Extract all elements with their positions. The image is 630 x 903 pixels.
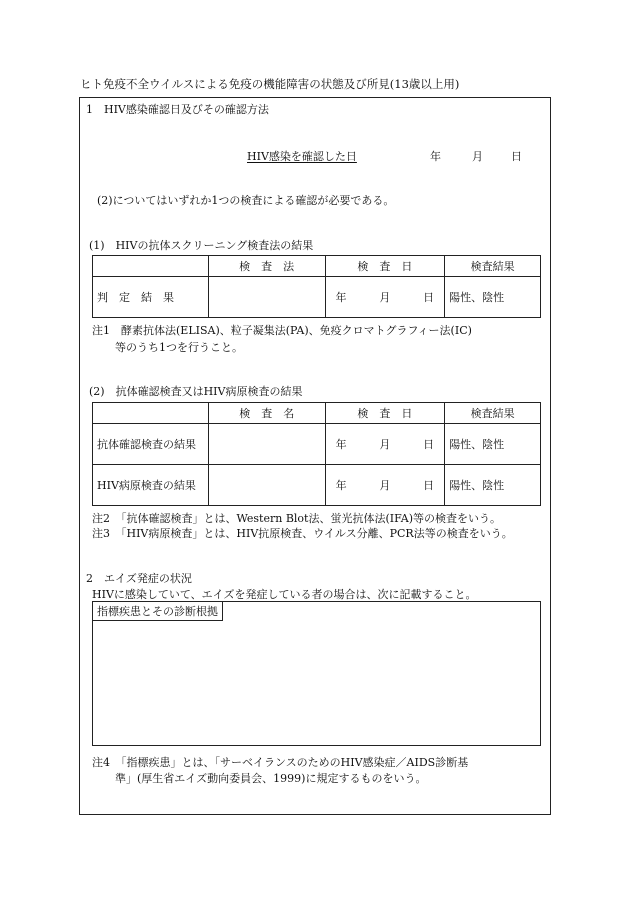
note4-line2: 準」(厚生省エイズ動向委員会、1999)に規定するものをいう。	[115, 772, 427, 785]
indicator-disease-label: 指標疾患とその診断根拠	[92, 601, 223, 621]
screening-month: 月	[379, 291, 391, 304]
document-title: ヒト免疫不全ウイルスによる免疫の機能障害の状態及び所見(13歳以上用)	[80, 77, 460, 91]
antibody-confirm-date-cell[interactable]	[325, 424, 445, 465]
confirm-month-label: 月	[472, 150, 483, 163]
hiv-pathogen-date-cell[interactable]	[325, 465, 445, 506]
screening-result-cell[interactable]: 陽性、陰性	[445, 277, 541, 318]
indicator-disease-box[interactable]	[92, 601, 541, 746]
section2-heading: 2 エイズ発症の状況	[86, 572, 192, 585]
screening-table	[92, 255, 541, 318]
confirmation-table	[92, 402, 541, 506]
antibody-confirm-name-cell[interactable]	[208, 424, 325, 465]
section1-heading: 1 HIV感染確認日及びその確認方法	[86, 103, 269, 116]
antibody-confirm-label: 抗体確認検査の結果	[93, 424, 209, 465]
subsection1-heading: (1) HIVの抗体スクリーニング検査法の結果	[89, 239, 314, 252]
confirm-header-name: 検 査 名	[208, 403, 325, 424]
pathogen-day: 日	[423, 479, 435, 492]
pathogen-month: 月	[379, 479, 391, 492]
screening-year: 年	[335, 291, 347, 304]
pathogen-year: 年	[335, 479, 347, 492]
note1-line1: 注1 酵素抗体法(ELISA)、粒子凝集法(PA)、免疫クロマトグラフィー法(IC)	[92, 324, 472, 337]
antibody-day: 日	[423, 438, 435, 451]
screening-header-result: 検査結果	[445, 256, 541, 277]
section2-sub: HIVに感染していて、エイズを発症している者の場合は、次に記載すること。	[92, 588, 477, 601]
antibody-month: 月	[379, 438, 391, 451]
antibody-confirm-result-cell[interactable]: 陽性、陰性	[445, 424, 541, 465]
screening-date-cell[interactable]	[325, 277, 445, 318]
confirm-date-field[interactable]	[247, 148, 523, 164]
subsection2-heading: (2) 抗体確認検査又はHIV病原検査の結果	[89, 385, 303, 398]
section1-note-intro: (2)についてはいずれか1つの検査による確認が必要である。	[97, 194, 395, 207]
screening-header-method: 検 査 法	[208, 256, 325, 277]
screening-day: 日	[423, 291, 435, 304]
screening-method-cell[interactable]	[208, 277, 325, 318]
screening-header-blank	[93, 256, 209, 277]
note2: 注2 「抗体確認検査」とは、Western Blot法、蛍光抗体法(IFA)等の検査をいう。	[92, 512, 502, 525]
note3: 注3 「HIV病原検査」とは、HIV抗原検査、ウイルス分離、PCR法等の検査をいう。	[92, 527, 513, 540]
confirm-header-blank	[93, 403, 209, 424]
note1-line2: 等のうち1つを行うこと。	[115, 341, 243, 354]
hiv-pathogen-label: HIV病原検査の結果	[93, 465, 209, 506]
screening-header-date: 検 査 日	[325, 256, 445, 277]
confirm-year-label: 年	[430, 150, 441, 163]
note4-line1: 注4 「指標疾患」とは、「サーベイランスのためのHIV感染症／AIDS診断基	[92, 756, 469, 769]
screening-row-label: 判 定 結 果	[93, 277, 209, 318]
hiv-pathogen-result-cell[interactable]: 陽性、陰性	[445, 465, 541, 506]
antibody-year: 年	[335, 438, 347, 451]
hiv-pathogen-name-cell[interactable]	[208, 465, 325, 506]
confirm-header-date: 検 査 日	[325, 403, 445, 424]
confirm-date-label: HIV感染を確認した日	[247, 150, 357, 163]
confirm-day-label: 日	[511, 150, 522, 163]
confirm-header-result: 検査結果	[445, 403, 541, 424]
